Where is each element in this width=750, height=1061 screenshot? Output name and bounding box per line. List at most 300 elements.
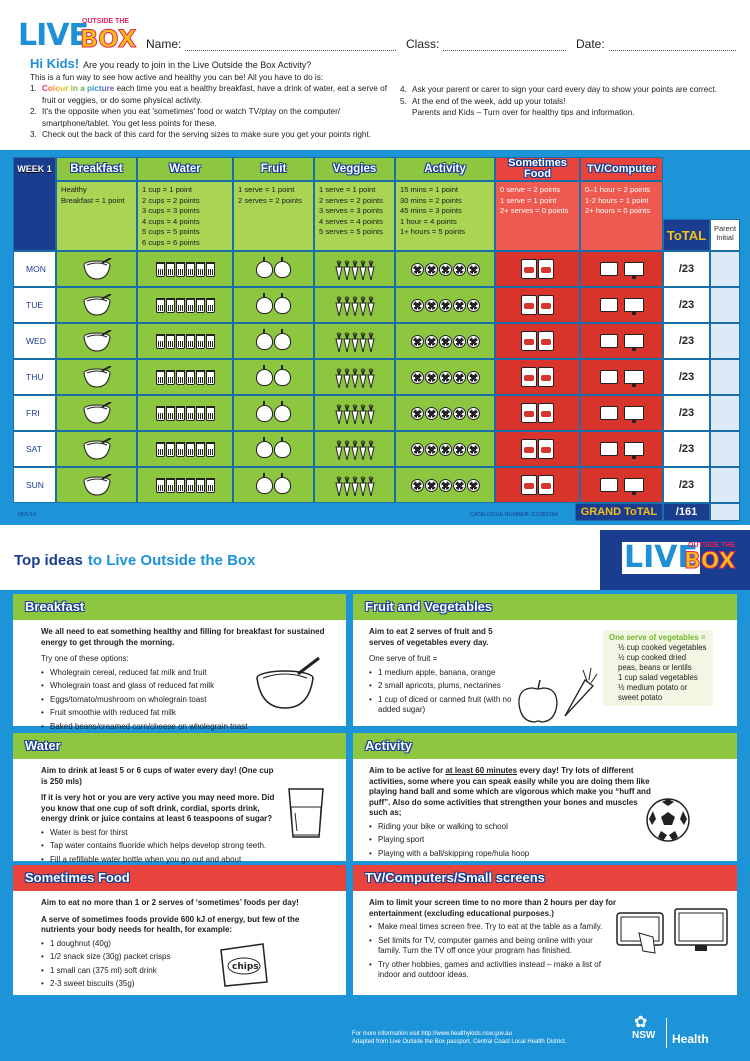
bowl-icon[interactable] (82, 474, 112, 496)
score-cell-sometimes[interactable] (495, 431, 580, 467)
carrot-icon[interactable] (335, 476, 342, 494)
scoring-line: 4 serves = 4 points (319, 216, 383, 226)
soccer-ball-icon[interactable] (425, 299, 438, 312)
list-item: • Baked beans/creamed corn/cheese on wholegrain toast (41, 722, 332, 733)
parent-initial-cell[interactable] (710, 467, 740, 503)
score-cell-tv[interactable] (580, 431, 663, 467)
score-cell-fruit[interactable] (233, 287, 314, 323)
score-cell-fruit[interactable] (233, 467, 314, 503)
scoring-line: 30 mins = 2 points (400, 195, 462, 205)
apple-icon[interactable] (256, 297, 273, 314)
soccer-ball-icon[interactable] (453, 263, 466, 276)
scoring-line: 3 serves = 3 points (319, 206, 383, 215)
chips-icon[interactable] (521, 295, 537, 315)
date-field[interactable] (576, 37, 736, 51)
score-cell-breakfast[interactable] (56, 395, 137, 431)
cup-icon[interactable] (166, 334, 175, 349)
score-cell-sometimes[interactable] (495, 323, 580, 359)
soccer-ball-icon[interactable] (411, 443, 424, 456)
carrot-icon[interactable] (359, 332, 366, 350)
carrot-icon[interactable] (335, 260, 342, 278)
score-cell-activity[interactable] (395, 323, 495, 359)
carrot-icon[interactable] (367, 260, 374, 278)
apple-icon[interactable] (256, 405, 273, 422)
total-header-spacer (663, 157, 740, 219)
list-item: • Fruit smoothie with reduced fat milk (41, 708, 332, 719)
soccer-ball-icon[interactable] (453, 371, 466, 384)
apple-icon[interactable] (274, 297, 291, 314)
soccer-ball-icon[interactable] (425, 335, 438, 348)
score-cell-breakfast[interactable] (56, 467, 137, 503)
class-blank[interactable] (443, 40, 566, 51)
cup-icon[interactable] (196, 370, 205, 385)
cup-icon[interactable] (166, 262, 175, 277)
tv-icon[interactable] (624, 442, 644, 456)
cup-icon[interactable] (166, 298, 175, 313)
score-cell-tv[interactable] (580, 323, 663, 359)
soccer-ball-icon[interactable] (411, 407, 424, 420)
list-item: • Water is best for thirst (41, 828, 276, 839)
day-label-fri: FRI (13, 395, 56, 431)
water-panel: Water Aim to drink at least 5 or 6 cups of water every day! (One cup is 250 mls) If it is very hot or you are very active you may need more. Did you know that one cup of soft drink, cordial, sports drink, energy drink or juice contains at least 6 teaspoons of sugar? • Water is best for thirst • Tap water contains fluoride which helps develop strong teeth. • Fill a refillable water bottle when you go out and about (13, 733, 346, 861)
breakfast-panel: Breakfast We all need to eat something healthy and filling for breakfast for sustained energy to get through the morning. Try one of these options: • Wholegrain cereal, reduced fat milk and fruit • Wholegrain toast and glass of reduced fat milk • Eggs/tomato/mushroom on wholegrain toast • Fruit smoothie with reduced fat milk • Baked beans/creamed corn/cheese on wholegrain toast (13, 594, 346, 726)
score-cell-water[interactable] (137, 323, 233, 359)
score-cell-fruit[interactable] (233, 431, 314, 467)
cup-icon[interactable] (156, 370, 165, 385)
veg-serve-box: One serve of vegetables = ½ cup cooked vegetables ½ cup cooked dried peas, beans or lentils 1 cup salad vegetables ½ medium potato or sweet potato (603, 630, 713, 706)
score-cell-water[interactable] (137, 287, 233, 323)
soccer-ball-icon[interactable] (411, 299, 424, 312)
cup-icon[interactable] (196, 442, 205, 457)
cup-icon[interactable] (176, 442, 185, 457)
carrot-icon[interactable] (343, 296, 350, 314)
carrot-icon[interactable] (335, 404, 342, 422)
cup-icon[interactable] (176, 478, 185, 493)
score-cell-breakfast[interactable] (56, 251, 137, 287)
list-item: • 2-3 sweet biscuits (35g) (41, 979, 332, 990)
cup-icon[interactable] (186, 262, 195, 277)
soccer-ball-icon[interactable] (425, 479, 438, 492)
cup-icon[interactable] (206, 406, 215, 421)
cup-icon[interactable] (186, 442, 195, 457)
tv-icon[interactable] (624, 406, 644, 420)
chips-icon[interactable] (521, 475, 537, 495)
carrot-icon[interactable] (343, 440, 350, 458)
scoring-line: Breakfast = 1 point (61, 195, 125, 205)
fruit-serve-list (369, 668, 519, 716)
apple-icon[interactable] (274, 369, 291, 386)
parent-initial-cell[interactable] (710, 287, 740, 323)
score-cell-fruit[interactable] (233, 359, 314, 395)
soccer-ball-icon[interactable] (439, 479, 452, 492)
tablet-icon[interactable] (600, 406, 618, 420)
breakfast-heading: Breakfast (13, 594, 346, 620)
column-scoring-fruit (233, 181, 314, 251)
soccer-ball-icon[interactable] (411, 479, 424, 492)
logo-outside-text: OUTSIDE THE (82, 18, 130, 25)
list-item: • Set limits for TV, computer games and being online with your family. Turn the TV off once your program has finished. (369, 936, 617, 957)
soccer-ball-icon[interactable] (439, 335, 452, 348)
soccer-ball-icon[interactable] (425, 263, 438, 276)
score-cell-water[interactable] (137, 467, 233, 503)
nsw-health-logo: ✿ NSW Health (632, 1014, 709, 1046)
cup-icon[interactable] (186, 478, 195, 493)
column-header-veggies: Veggies (314, 157, 395, 181)
date-blank[interactable] (609, 40, 736, 51)
bowl-icon[interactable] (82, 294, 112, 316)
score-cell-veggies[interactable] (314, 431, 395, 467)
chips-icon[interactable] (521, 367, 537, 387)
scoring-line: 2+ hours = 0 points (585, 206, 651, 215)
soccer-ball-icon[interactable] (467, 263, 480, 276)
grand-parent-cell[interactable] (710, 503, 740, 521)
soccer-ball-icon[interactable] (467, 299, 480, 312)
carrot-icon[interactable] (335, 368, 342, 386)
carrot-icon[interactable] (335, 332, 342, 350)
soccer-ball-icon[interactable] (425, 407, 438, 420)
tablet-icon[interactable] (600, 370, 618, 384)
chips-icon[interactable] (538, 331, 554, 351)
cup-icon[interactable] (206, 298, 215, 313)
apple-carrot-icon (513, 656, 598, 726)
soccer-ball-icon[interactable] (439, 443, 452, 456)
cup-icon[interactable] (186, 334, 195, 349)
name-blank[interactable] (185, 40, 396, 51)
carrot-icon[interactable] (359, 296, 366, 314)
bowl-icon[interactable] (82, 330, 112, 352)
soccer-ball-icon[interactable] (467, 371, 480, 384)
parent-initial-cell[interactable] (710, 323, 740, 359)
cup-icon[interactable] (206, 334, 215, 349)
soccer-ball-icon[interactable] (439, 299, 452, 312)
apple-icon[interactable] (256, 369, 273, 386)
score-cell-veggies[interactable] (314, 395, 395, 431)
chips-icon[interactable] (538, 259, 554, 279)
score-cell-breakfast[interactable] (56, 323, 137, 359)
soccer-ball-icon[interactable] (411, 335, 424, 348)
parent-initial-header: Parent Initial (710, 219, 740, 251)
score-cell-breakfast[interactable] (56, 287, 137, 323)
list-item: • 1 small can (375 ml) soft drink (41, 966, 332, 977)
parent-initial-cell[interactable] (710, 431, 740, 467)
list-item: • Fill a refillable water bottle when you go out and about (41, 855, 276, 866)
weekly-points-chart (0, 150, 750, 525)
soccer-ball-icon[interactable] (411, 371, 424, 384)
bowl-icon[interactable] (82, 438, 112, 460)
score-cell-veggies[interactable] (314, 359, 395, 395)
list-item: • Eggs/tomato/mushroom on wholegrain toast (41, 695, 332, 706)
cup-icon[interactable] (176, 298, 185, 313)
carrot-icon[interactable] (343, 404, 350, 422)
cup-icon[interactable] (186, 406, 195, 421)
score-cell-breakfast[interactable] (56, 359, 137, 395)
soccer-ball-icon[interactable] (439, 263, 452, 276)
class-field[interactable] (406, 37, 566, 51)
score-cell-veggies[interactable] (314, 467, 395, 503)
soccer-ball-icon[interactable] (467, 479, 480, 492)
hi-kids-heading: Hi Kids! (30, 56, 80, 71)
name-label: Name: (146, 37, 182, 51)
carrot-icon[interactable] (351, 476, 358, 494)
tablet-icon[interactable] (600, 478, 618, 492)
activity-panel: Activity Aim to be active for at least 60 minutes every day! Try lots of different activities, some where you can speak easily while you are doing them like playing hand ball and some which are vigorous which make you “huff and puff”. Also do some activities that strengthen your bones and muscles such as; • Riding your bike or walking to school • Playing sport • Playing with a ball/skipping rope/hula hoop (353, 733, 737, 861)
chips-icon[interactable] (521, 259, 537, 279)
soccer-ball-icon[interactable] (467, 443, 480, 456)
score-cell-activity[interactable] (395, 395, 495, 431)
bowl-icon[interactable] (82, 402, 112, 424)
apple-icon[interactable] (274, 477, 291, 494)
intro-instructions (30, 58, 400, 141)
score-cell-veggies[interactable] (314, 287, 395, 323)
tv-icon[interactable] (624, 478, 644, 492)
apple-icon[interactable] (256, 333, 273, 350)
carrot-icon[interactable] (367, 332, 374, 350)
cup-icon[interactable] (196, 262, 205, 277)
bowl-icon[interactable] (82, 366, 112, 388)
parent-initial-cell[interactable] (710, 395, 740, 431)
soccer-ball-icon[interactable] (453, 407, 466, 420)
cup-icon[interactable] (186, 298, 195, 313)
scoring-line: 1 serve = 1 point (500, 195, 557, 205)
list-item: • Wholegrain cereal, reduced fat milk and fruit (41, 668, 332, 679)
colour-in-highlight: Colour in a picture (42, 84, 115, 93)
score-cell-tv[interactable] (580, 287, 663, 323)
cup-icon[interactable] (206, 370, 215, 385)
score-cell-tv[interactable] (580, 359, 663, 395)
scoring-line: 2+ serves = 0 points (500, 206, 569, 215)
carrot-icon[interactable] (335, 296, 342, 314)
carrot-icon[interactable] (359, 440, 366, 458)
chips-icon[interactable] (538, 475, 554, 495)
apple-icon[interactable] (274, 261, 291, 278)
list-item: 1 cup salad vegetables (618, 673, 698, 682)
soccer-ball-icon[interactable] (453, 299, 466, 312)
score-cell-tv[interactable] (580, 395, 663, 431)
column-scoring-activity (395, 181, 495, 251)
apple-icon[interactable] (274, 441, 291, 458)
fruit-veg-heading: Fruit and Vegetables (353, 594, 737, 620)
apple-icon[interactable] (256, 441, 273, 458)
list-item: ½ cup cooked vegetables (618, 643, 707, 652)
carrot-icon[interactable] (367, 404, 374, 422)
carrot-icon[interactable] (351, 296, 358, 314)
cup-icon[interactable] (186, 370, 195, 385)
soccer-ball-icon[interactable] (411, 263, 424, 276)
cup-icon[interactable] (156, 442, 165, 457)
cereal-bowl-icon (253, 656, 323, 716)
scoring-line: 1+ hours = 5 points (400, 227, 466, 236)
carrot-icon[interactable] (351, 440, 358, 458)
cup-icon[interactable] (176, 406, 185, 421)
parent-initial-cell[interactable] (710, 359, 740, 395)
scoring-line: Healthy (61, 185, 87, 194)
score-cell-veggies[interactable] (314, 251, 395, 287)
student-details (146, 37, 736, 51)
scoring-line: 0 serve = 2 points (500, 185, 561, 194)
score-cell-breakfast[interactable] (56, 431, 137, 467)
bowl-icon[interactable] (82, 258, 112, 280)
carrot-icon[interactable] (367, 440, 374, 458)
soccer-ball-icon[interactable] (439, 407, 452, 420)
tablet-icon[interactable] (600, 442, 618, 456)
carrot-icon[interactable] (367, 476, 374, 494)
score-cell-activity[interactable] (395, 467, 495, 503)
cup-icon[interactable] (206, 442, 215, 457)
day-label-sun: SUN (13, 467, 56, 503)
day-total: /23 (663, 287, 710, 323)
tablet-icon[interactable] (600, 334, 618, 348)
soccer-ball-icon[interactable] (467, 335, 480, 348)
score-cell-water[interactable] (137, 359, 233, 395)
soccer-ball-icon[interactable] (467, 407, 480, 420)
score-cell-sometimes[interactable] (495, 251, 580, 287)
tv-icon[interactable] (624, 334, 644, 348)
tablet-tv-icon (615, 907, 731, 963)
cup-icon[interactable] (196, 334, 205, 349)
footer-link[interactable]: For more information visit http://www.healthykids.nsw.gov.au (352, 1031, 512, 1037)
apple-icon[interactable] (274, 405, 291, 422)
scoring-line: 0–1 hour = 2 points (585, 185, 651, 194)
chips-icon[interactable] (521, 331, 537, 351)
score-cell-veggies[interactable] (314, 323, 395, 359)
carrot-icon[interactable] (359, 404, 366, 422)
carrot-icon[interactable] (351, 368, 358, 386)
score-cell-sometimes[interactable] (495, 359, 580, 395)
chips-icon[interactable] (538, 367, 554, 387)
scoring-line: 6 cups = 6 points (142, 237, 200, 247)
chips-icon[interactable] (521, 439, 537, 459)
carrot-icon[interactable] (343, 476, 350, 494)
soccer-ball-icon[interactable] (453, 479, 466, 492)
cup-icon[interactable] (196, 298, 205, 313)
score-cell-activity[interactable] (395, 431, 495, 467)
cup-icon[interactable] (196, 478, 205, 493)
chips-icon[interactable] (538, 439, 554, 459)
list-item: • 2 small apricots, plums, nectarines (369, 681, 519, 692)
apple-icon[interactable] (256, 261, 273, 278)
carrot-icon[interactable] (351, 404, 358, 422)
score-cell-activity[interactable] (395, 251, 495, 287)
carrot-icon[interactable] (351, 332, 358, 350)
score-cell-sometimes[interactable] (495, 287, 580, 323)
carrot-icon[interactable] (343, 332, 350, 350)
score-cell-activity[interactable] (395, 359, 495, 395)
fruit-veg-panel: Fruit and Vegetables Aim to eat 2 serves of fruit and 5 serves of vegetables every day. One serve of fruit = • 1 medium apple, banana, orange • 2 small apricots, plums, nectarines • 1 cup of diced or canned fruit (with no added sugar) One serve of vegetables = ½ cup cooked vegetables ½ cup cooked dried peas, beans or lentils 1 cup salad vegetables ½ medium potato or sweet potato (353, 594, 737, 726)
chips-icon[interactable] (521, 403, 537, 423)
scoring-line: 4 cups = 4 points (142, 216, 200, 226)
carrot-icon[interactable] (343, 260, 350, 278)
score-cell-tv[interactable] (580, 467, 663, 503)
column-header-tv: TV/Computer (580, 157, 663, 181)
cup-icon[interactable] (156, 262, 165, 277)
step-3: 3. Check out the back of this card for the serving sizes to make sure you get your points right. (30, 130, 372, 139)
cup-icon[interactable] (176, 370, 185, 385)
list-item: • 1 doughnut (40g) (41, 939, 332, 950)
column-header-water: Water (137, 157, 233, 181)
soccer-ball-icon[interactable] (439, 371, 452, 384)
cup-icon[interactable] (176, 262, 185, 277)
sometimes-food-heading: Sometimes Food (13, 865, 346, 891)
score-cell-water[interactable] (137, 251, 233, 287)
cup-icon[interactable] (166, 370, 175, 385)
soccer-ball-icon[interactable] (453, 335, 466, 348)
cup-icon[interactable] (176, 334, 185, 349)
tablet-icon[interactable] (600, 298, 618, 312)
score-cell-tv[interactable] (580, 251, 663, 287)
day-label-sat: SAT (13, 431, 56, 467)
cup-icon[interactable] (156, 298, 165, 313)
soccer-ball-icon[interactable] (425, 443, 438, 456)
carrot-icon[interactable] (359, 368, 366, 386)
apple-icon[interactable] (274, 333, 291, 350)
intro-fun: This is a fun way to see how active and healthy you can be! All you have to do is: (30, 72, 324, 82)
water-tips (41, 828, 276, 866)
score-cell-water[interactable] (137, 395, 233, 431)
catalogue-number: CATALOGUE NUMBER: CC082284 (470, 512, 558, 518)
score-cell-activity[interactable] (395, 287, 495, 323)
carrot-icon[interactable] (367, 296, 374, 314)
tv-icon[interactable] (624, 298, 644, 312)
scoring-line: 1-2 hours = 1 point (585, 195, 649, 205)
cup-icon[interactable] (166, 478, 175, 493)
apple-icon[interactable] (256, 477, 273, 494)
carrot-icon[interactable] (335, 440, 342, 458)
score-cell-fruit[interactable] (233, 251, 314, 287)
column-scoring-veggies (314, 181, 395, 251)
screens-heading: TV/Computers/Small screens (353, 865, 737, 891)
chips-icon[interactable] (538, 403, 554, 423)
cup-icon[interactable] (206, 478, 215, 493)
name-field[interactable] (146, 37, 396, 51)
carrot-icon[interactable] (367, 368, 374, 386)
activity-heading: Activity (353, 733, 737, 759)
chips-icon[interactable] (538, 295, 554, 315)
cup-icon[interactable] (166, 406, 175, 421)
soccer-ball-icon[interactable] (453, 443, 466, 456)
footer-info (352, 1030, 566, 1046)
tv-icon[interactable] (624, 370, 644, 384)
cup-icon[interactable] (196, 406, 205, 421)
list-item: • 1 medium apple, banana, orange (369, 668, 519, 679)
carrot-icon[interactable] (343, 368, 350, 386)
parent-initial-cell[interactable] (710, 251, 740, 287)
footer-credit: Adapted from Live Outside the Box passport, Central Coast Local Health District. (352, 1039, 567, 1045)
cup-icon[interactable] (156, 478, 165, 493)
score-cell-water[interactable] (137, 431, 233, 467)
cup-icon[interactable] (156, 334, 165, 349)
score-cell-fruit[interactable] (233, 395, 314, 431)
tv-icon[interactable] (624, 262, 644, 276)
score-cell-sometimes[interactable] (495, 467, 580, 503)
score-cell-sometimes[interactable] (495, 395, 580, 431)
score-cell-fruit[interactable] (233, 323, 314, 359)
activity-tips (369, 822, 657, 860)
carrot-icon[interactable] (351, 260, 358, 278)
column-scoring-tv (580, 181, 663, 251)
carrot-icon[interactable] (359, 476, 366, 494)
soccer-ball-icon[interactable] (425, 371, 438, 384)
tablet-icon[interactable] (600, 262, 618, 276)
cup-icon[interactable] (206, 262, 215, 277)
list-item: • Playing sport (369, 835, 657, 846)
day-label-thu: THU (13, 359, 56, 395)
screens-panel: TV/Computers/Small screens Aim to limit your screen time to no more than 2 hours per day for entertainment (excluding educational purposes.) • Make meal times screen free. Try to eat at the table as a family. • Set limits for TV, computer games and being online with your family. Turn the TV off once your program has finished. • Try other hobbies, games and activities instead – make a list of indoor and outdoor ideas. (353, 865, 737, 995)
live-outside-the-box-logo (18, 18, 137, 53)
veg-serve-list (609, 643, 707, 703)
carrot-icon[interactable] (359, 260, 366, 278)
cup-icon[interactable] (166, 442, 175, 457)
cup-icon[interactable] (156, 406, 165, 421)
